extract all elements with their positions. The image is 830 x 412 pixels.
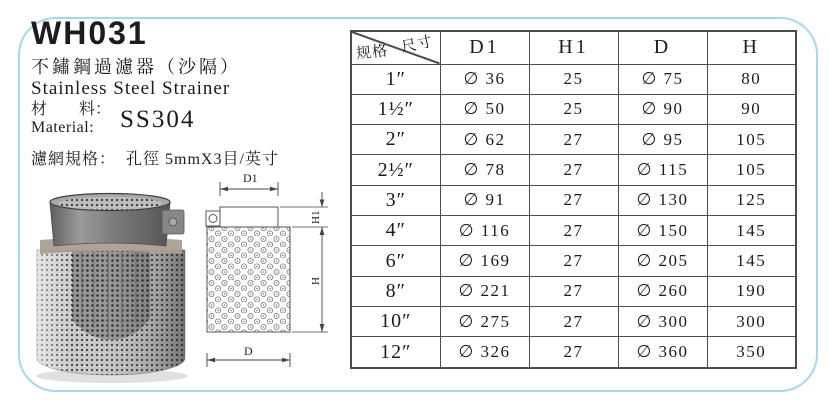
d-cell: ∅ 90 [618, 94, 707, 124]
spec-table-header-row [351, 31, 796, 64]
material-label-zh: 材 料： [31, 101, 112, 118]
drawing-collar [220, 207, 278, 227]
d-cell: ∅ 75 [618, 64, 707, 94]
column-header-h: H [707, 31, 796, 64]
d1-cell: ∅ 221 [440, 276, 529, 306]
size-cell: 2½″ [351, 155, 440, 185]
product-name-en: Stainless Steel Strainer [31, 78, 231, 99]
h-cell: 145 [707, 216, 796, 246]
material-label-en: Material: [31, 119, 95, 136]
h-cell: 300 [707, 307, 796, 337]
product-model: WH031 [31, 15, 148, 51]
size-cell: 1½″ [351, 94, 440, 124]
d-cell: ∅ 300 [618, 307, 707, 337]
table-row [351, 125, 796, 155]
d1-cell: ∅ 50 [440, 94, 529, 124]
size-cell: 2″ [351, 125, 440, 155]
d1-cell: ∅ 275 [440, 307, 529, 337]
size-cell: 3″ [351, 185, 440, 215]
corner-header-cell [351, 31, 440, 64]
column-header-h1: H1 [529, 31, 618, 64]
drawing-body [207, 227, 290, 332]
column-header-d1: D1 [440, 31, 529, 64]
table-row [351, 94, 796, 124]
dim-label-h1: H1 [310, 210, 322, 224]
size-cell: 6″ [351, 246, 440, 276]
table-row [351, 155, 796, 185]
size-cell: 1″ [351, 64, 440, 94]
h1-cell: 27 [529, 337, 618, 368]
h1-cell: 25 [529, 94, 618, 124]
h-cell: 105 [707, 125, 796, 155]
size-cell: 8″ [351, 276, 440, 306]
dimension-h1 [320, 192, 325, 207]
d-cell: ∅ 360 [618, 337, 707, 368]
strainer-collar [50, 194, 170, 247]
material-value: SS304 [120, 106, 196, 133]
table-row [351, 246, 796, 276]
table-row [351, 216, 796, 246]
h-cell: 105 [707, 155, 796, 185]
size-cell: 12″ [351, 337, 440, 368]
table-row [351, 337, 796, 368]
h-cell: 145 [707, 246, 796, 276]
d-cell: ∅ 130 [618, 185, 707, 215]
size-cell: 10″ [351, 307, 440, 337]
dim-label-h: H [310, 277, 322, 285]
d1-cell: ∅ 78 [440, 155, 529, 185]
spec-table [350, 30, 797, 369]
d-cell: ∅ 115 [618, 155, 707, 185]
material-block [31, 101, 195, 137]
h-cell: 350 [707, 337, 796, 368]
d1-cell: ∅ 116 [440, 216, 529, 246]
h1-cell: 27 [529, 307, 618, 337]
product-name-zh: 不鏽鋼過濾器（沙隔） [31, 57, 241, 77]
h-cell: 80 [707, 64, 796, 94]
h-cell: 90 [707, 94, 796, 124]
h1-cell: 27 [529, 276, 618, 306]
table-row [351, 64, 796, 94]
strainer-body [37, 250, 185, 375]
h1-cell: 27 [529, 155, 618, 185]
h1-cell: 27 [529, 185, 618, 215]
dim-label-d: D [244, 344, 253, 358]
d1-cell: ∅ 91 [440, 185, 529, 215]
mesh-spec-label: 濾網規格： [31, 151, 117, 168]
d-cell: ∅ 150 [618, 216, 707, 246]
d-cell: ∅ 260 [618, 276, 707, 306]
table-row [351, 276, 796, 306]
mesh-spec-value: 孔徑 5mmX3目/英寸 [126, 151, 279, 168]
corner-label-size: 尺寸 [400, 33, 436, 57]
d1-cell: ∅ 326 [440, 337, 529, 368]
drawing-clamp [206, 211, 220, 226]
strainer-dimension-drawing [195, 170, 345, 395]
h-cell: 190 [707, 276, 796, 306]
stainless-steel-strainer-photo [30, 188, 195, 388]
clamp-block [162, 210, 184, 234]
h-cell: 125 [707, 185, 796, 215]
size-cell: 4″ [351, 216, 440, 246]
h1-cell: 27 [529, 125, 618, 155]
d-cell: ∅ 95 [618, 125, 707, 155]
d1-cell: ∅ 62 [440, 125, 529, 155]
table-row [351, 307, 796, 337]
h1-cell: 25 [529, 64, 618, 94]
d1-cell: ∅ 169 [440, 246, 529, 276]
corner-label-spec: 规格 [355, 42, 389, 63]
table-row [351, 185, 796, 215]
mesh-spec-line [31, 146, 279, 169]
column-header-d: D [618, 31, 707, 64]
d-cell: ∅ 205 [618, 246, 707, 276]
h1-cell: 27 [529, 216, 618, 246]
d1-cell: ∅ 36 [440, 64, 529, 94]
h1-cell: 27 [529, 246, 618, 276]
dim-label-d1: D1 [243, 171, 258, 185]
